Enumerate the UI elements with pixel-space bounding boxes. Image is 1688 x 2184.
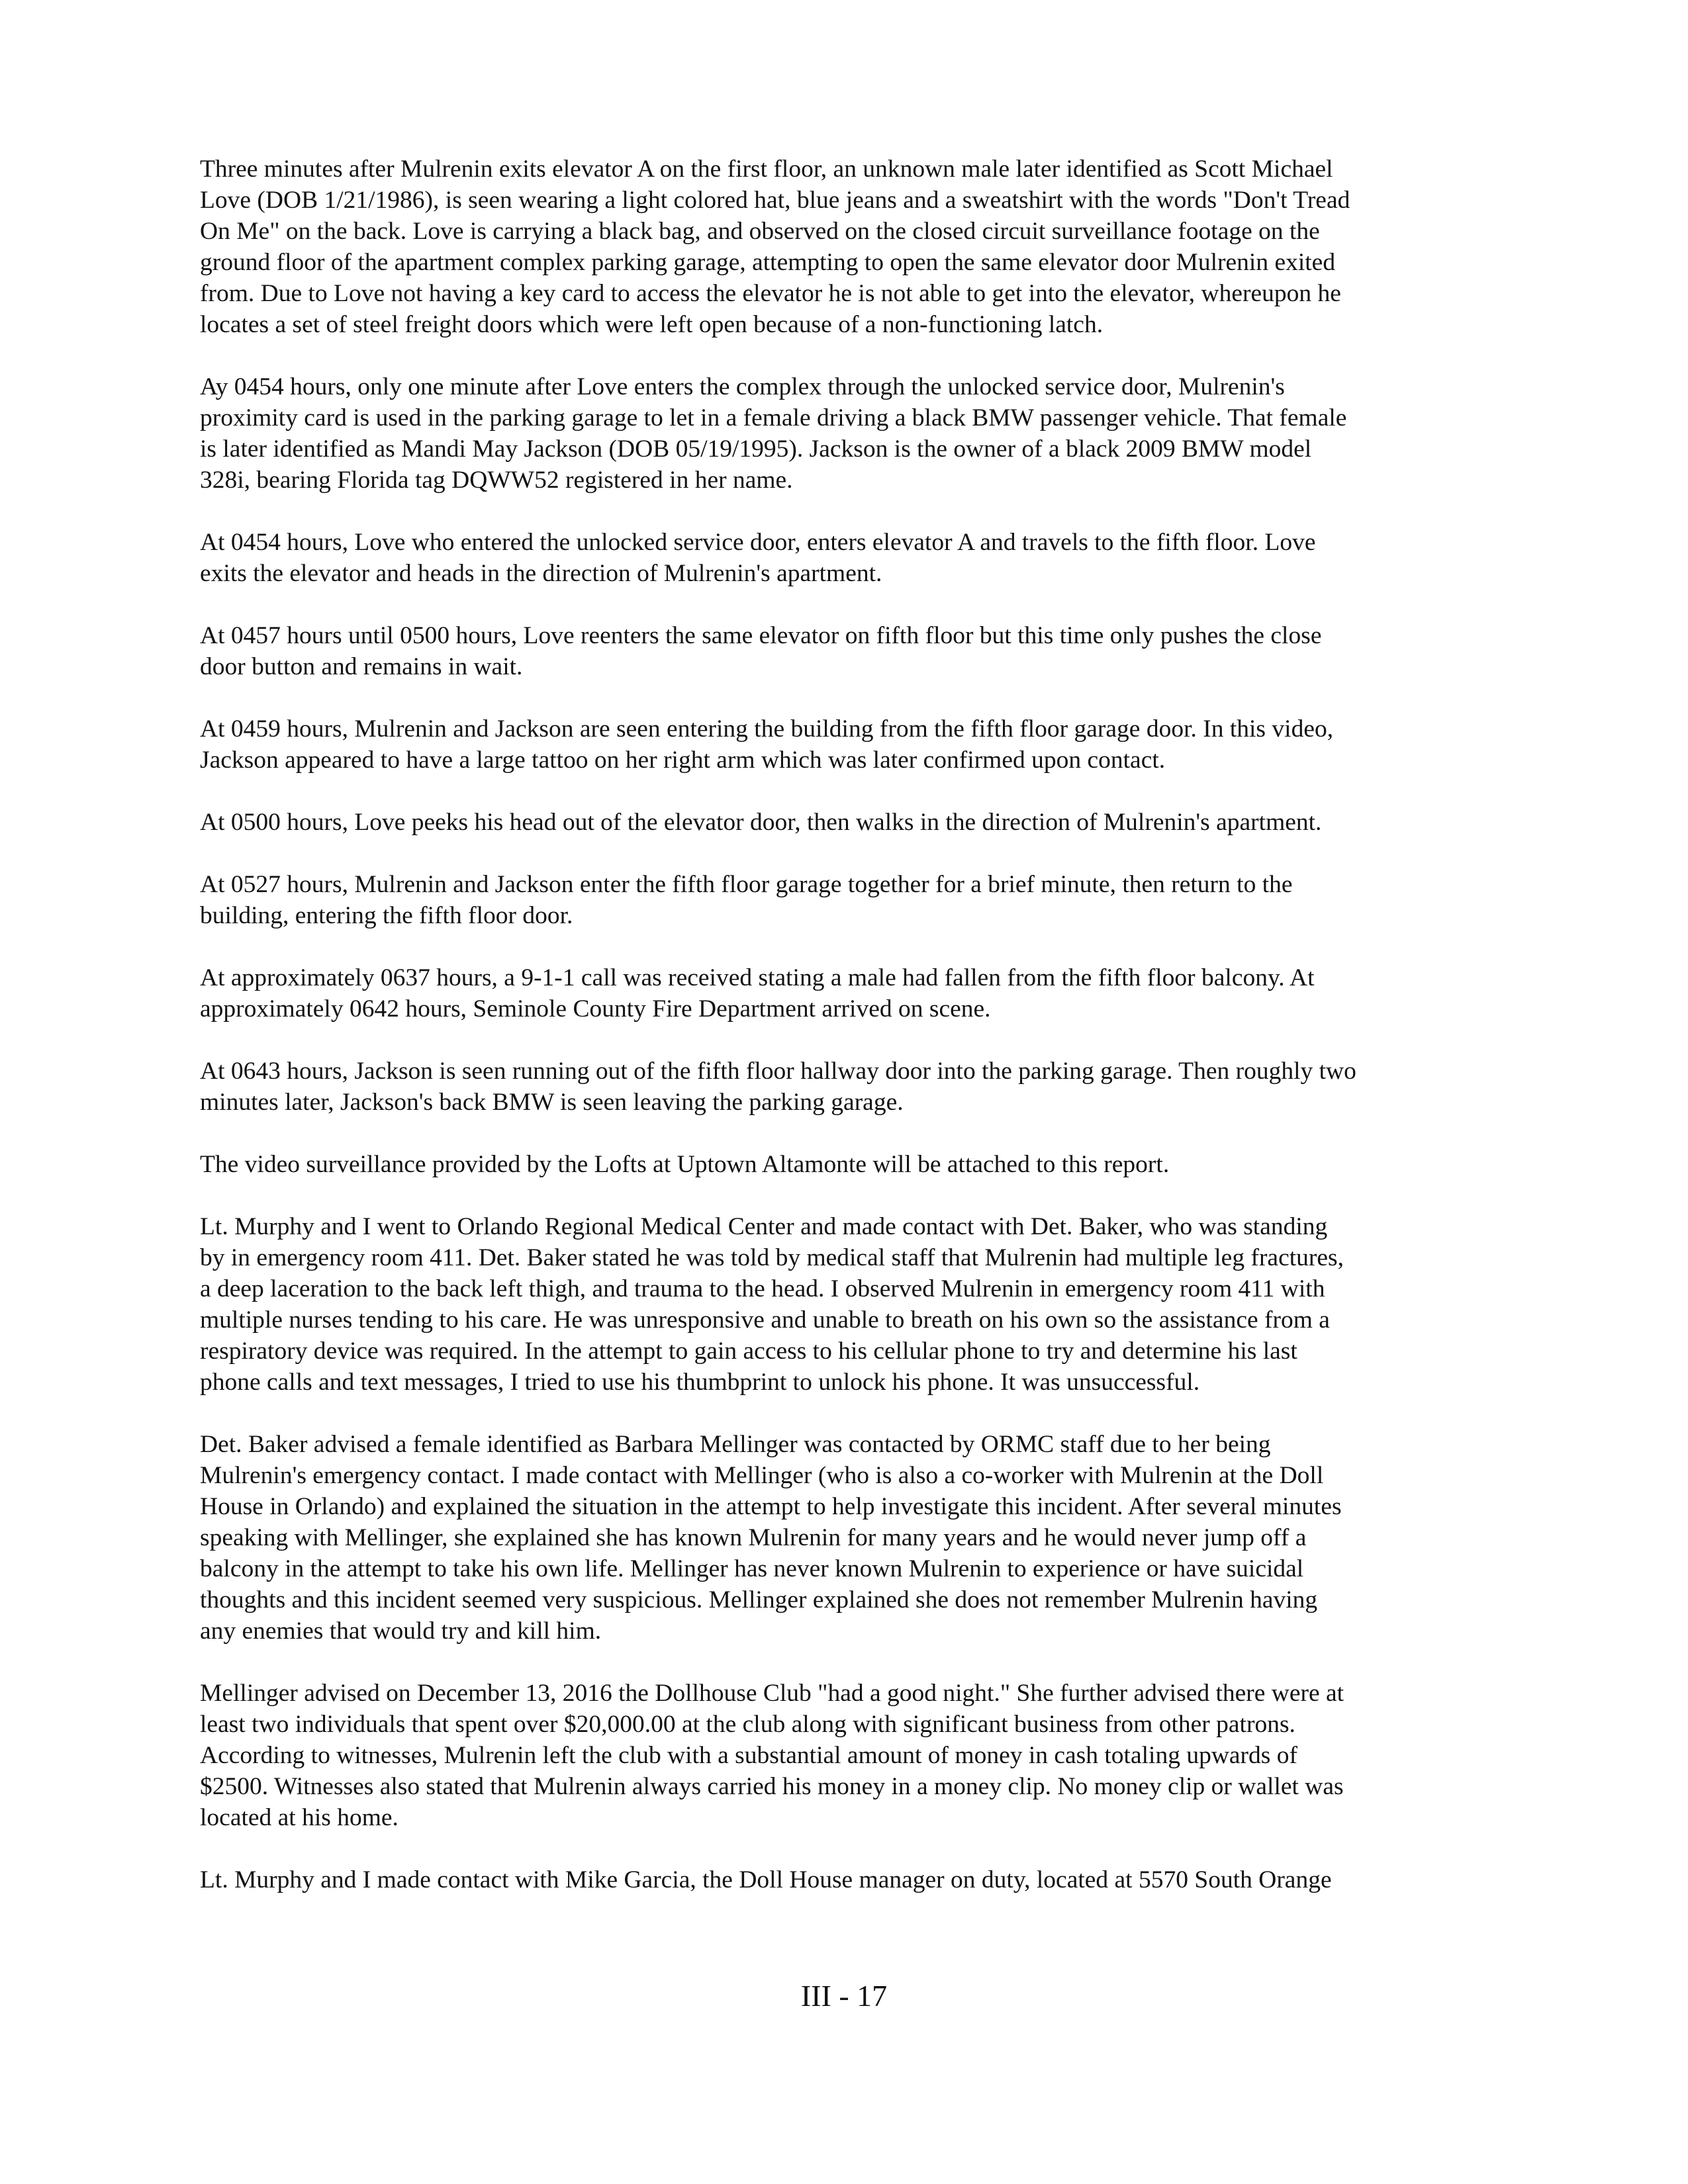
paragraph-love-fifth-floor: At 0454 hours, Love who entered the unlocked service door, enters elevator A and travels to the fifth floor. Love exits the elevator and heads in the direction of Mulrenin's apartment. — [200, 529, 1316, 587]
paragraph-garage-return: At 0527 hours, Mulrenin and Jackson enter the fifth floor garage together for a brief minute, then return to the building, entering the fifth floor door. — [200, 871, 1293, 929]
paragraph-video-attached: The video surveillance provided by the Lofts at Uptown Altamonte will be attached to this report. — [200, 1151, 1170, 1178]
paragraph-mulrenin-jackson-enter: At 0459 hours, Mulrenin and Jackson are seen entering the building from the fifth floor garage door. In this video, Jackson appeared to have a large tattoo on her right arm which was later confirmed upon contact. — [200, 715, 1334, 774]
paragraph-mellinger-contact: Det. Baker advised a female identified as Barbara Mellinger was contacted by ORMC staff due to her being Mulrenin's emergency contact. I made contact with Mellinger (who is also a co-worker with Mulrenin at the Doll House in Orlando) and explained the situation in the attempt to help investigate this incident. After several minutes speaking with Mellinger, she explained she has known Mulrenin for many years and he would never jump off a balcony in the attempt to take his own life. Mellinger has never known Mulrenin to experience or have suicidal thoughts and this incident seemed very suspicious. Mellinger explained she does not remember Mulrenin having any enemies that would try and kill him. — [200, 1431, 1342, 1645]
page-number: III - 17 — [800, 1979, 888, 2013]
paragraph-love-waits-elevator: At 0457 hours until 0500 hours, Love reenters the same elevator on fifth floor but this time only pushes the close door button and remains in wait. — [200, 622, 1322, 680]
paragraph-garcia-contact: Lt. Murphy and I made contact with Mike Garcia, the Doll House manager on duty, located at 5570 South Orange — [200, 1866, 1332, 1893]
report-body — [200, 154, 1491, 1927]
paragraph-jackson-entry: Ay 0454 hours, only one minute after Love enters the complex through the unlocked service door, Mulrenin's proximity card is used in the parking garage to let in a female driving a black BMW passenger vehicle. That female is later identified as Mandi May Jackson (DOB 05/19/1995). Jackson is the owner of a black 2009 BMW model 328i, bearing Florida tag DQWW52 registered in her name. — [200, 373, 1347, 494]
paragraph-hospital-visit: Lt. Murphy and I went to Orlando Regional Medical Center and made contact with Det. Baker, who was standing by in emergency room 411. Det. Baker stated he was told by medical staff that Mulrenin had multiple leg fractures, a deep laceration to the back left thigh, and trauma to the head. I observed Mulrenin in emergency room 411 with multiple nurses tending to his care. He was unresponsive and unable to breath on his own so the assistance from a respiratory device was required. In the attempt to gain access to his cellular phone to try and determine his last phone calls and text messages, I tried to use his thumbprint to unlock his phone. It was unsuccessful. — [200, 1213, 1344, 1396]
paragraph-jackson-leaves: At 0643 hours, Jackson is seen running out of the fifth floor hallway door into the parking garage. Then roughly two minutes later, Jackson's back BMW is seen leaving the parking garage. — [200, 1058, 1356, 1116]
paragraph-911-call: At approximately 0637 hours, a 9-1-1 call was received stating a male had fallen from the fifth floor balcony. At approximately 0642 hours, Seminole County Fire Department arrived on scene. — [200, 964, 1315, 1023]
paragraph-suspect-love-arrival: Three minutes after Mulrenin exits elevator A on the first floor, an unknown male later identified as Scott Michael Love (DOB 1/21/1986), is seen wearing a light colored hat, blue jeans and a sweatshirt with the words "Don't Tread On Me" on the back. Love is carrying a black bag, and observed on the closed circuit surveillance footage on the ground floor of the apartment complex parking garage, attempting to open the same elevator door Mulrenin exited from. Due to Love not having a key card to access the elevator he is not able to get into the elevator, whereupon he locates a set of steel freight doors which were left open because of a non-functioning latch. — [200, 156, 1350, 338]
paragraph-love-peeks: At 0500 hours, Love peeks his head out of the elevator door, then walks in the direction of Mulrenin's apartment. — [200, 809, 1322, 836]
paragraph-club-money: Mellinger advised on December 13, 2016 the Dollhouse Club "had a good night." She further advised there were at least two individuals that spent over $20,000.00 at the club along with significant business from other patrons. According to witnesses, Mulrenin left the club with a substantial amount of money in cash totaling upwards of $2500. Witnesses also stated that Mulrenin always carried his money in a money clip. No money clip or wallet was located at his home. — [200, 1680, 1344, 1831]
